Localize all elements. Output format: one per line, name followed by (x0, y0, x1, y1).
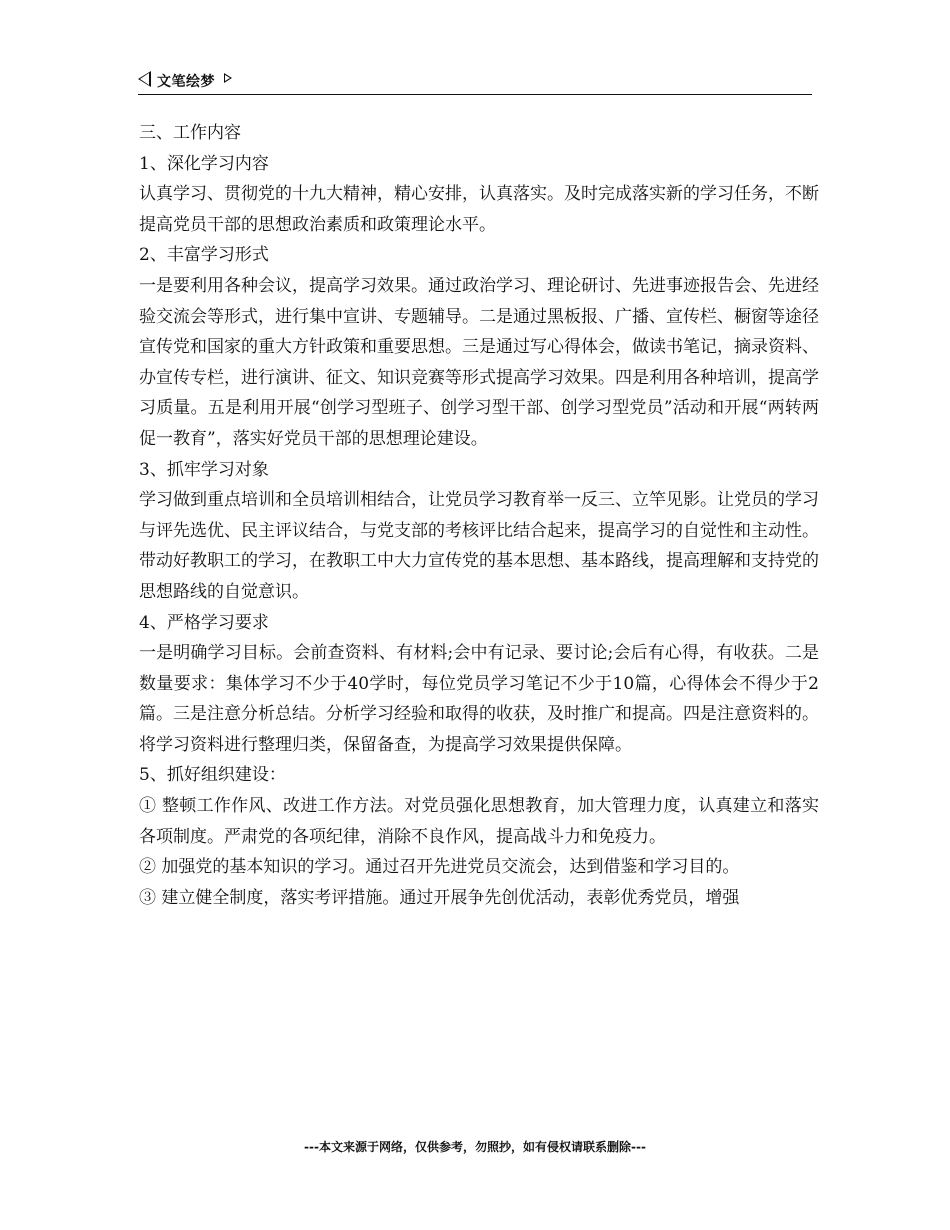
brand-title: 文笔绘梦 (157, 74, 215, 90)
footer-disclaimer: ---本文来源于网络，仅供参考，勿照抄，如有侵权请联系删除--- (304, 1140, 646, 1154)
page-header (138, 70, 812, 95)
subheading-3: 3、抓牢学习对象 (139, 459, 269, 480)
paragraph-1: 认真学习、贯彻党的十九大精神，精心安排，认真落实。及时完成落实新的学习任务，不断提高党员干部的思想政治素质和政策理论水平。 (139, 184, 819, 235)
subheading-1: 1、深化学习内容 (139, 153, 269, 174)
subheading-2: 2、丰富学习形式 (139, 245, 269, 266)
paragraph-4: 一是明确学习目标。会前查资料、有材料;会中有记录、要讨论;会后有心得，有收获。二是数量要求：集体学习不少于40学时，每位党员学习笔记不少于10篇，心得体会不得少于2篇。三是注意分析总结。分析学习经验和取得的收获，及时推广和提高。四是注意资料的。将学习资料进行整理归类，保留备查，为提高学习效果提供保障。 (139, 643, 819, 755)
list-item-3: ③ 建立健全制度，落实考评措施。通过开展争先创优活动，表彰优秀党员，增强 (139, 887, 740, 908)
document-body (139, 118, 819, 913)
list-item-1: ① 整顿工作作风、改进工作方法。对党员强化思想教育，加大管理力度，认真建立和落实各项制度。严肃党的各项纪律，消除不良作风，提高战斗力和免疫力。 (139, 796, 819, 847)
subheading-5: 5、抓好组织建设： (139, 765, 286, 786)
paragraph-2: 一是要利用各种会议，提高学习效果。通过政治学习、理论研讨、先进事迹报告会、先进经验交流会等形式，进行集中宣讲、专题辅导。二是通过黑板报、广播、宣传栏、橱窗等途径宣传党和国家的重大方针政策和重要思想。三是通过写心得体会，做读书笔记，摘录资料、办宣传专栏，进行演讲、征文、知识竞赛等形式提高学习效果。四是利用各种培训，提高学习质量。五是利用开展“创学习型班子、创学习型干部、创学习型党员”活动和开展“两转两促一教育”，落实好党员干部的思想理论建设。 (139, 275, 819, 449)
right-triangle-icon (224, 73, 232, 83)
left-triangle-icon (138, 71, 151, 87)
section-heading: 三、工作内容 (139, 123, 241, 143)
list-item-2: ② 加强党的基本知识的学习。通过召开先进党员交流会，达到借鉴和学习目的。 (139, 857, 740, 878)
paragraph-3: 学习做到重点培训和全员培训相结合，让党员学习教育举一反三、立竿见影。让党员的学习与评先选优、民主评议结合，与党支部的考核评比结合起来，提高学习的自觉性和主动性。带动好教职工的学习，在教职工中大力宣传党的基本思想、基本路线，提高理解和支持党的思想路线的自觉意识。 (139, 490, 819, 602)
subheading-4: 4、严格学习要求 (139, 612, 269, 633)
